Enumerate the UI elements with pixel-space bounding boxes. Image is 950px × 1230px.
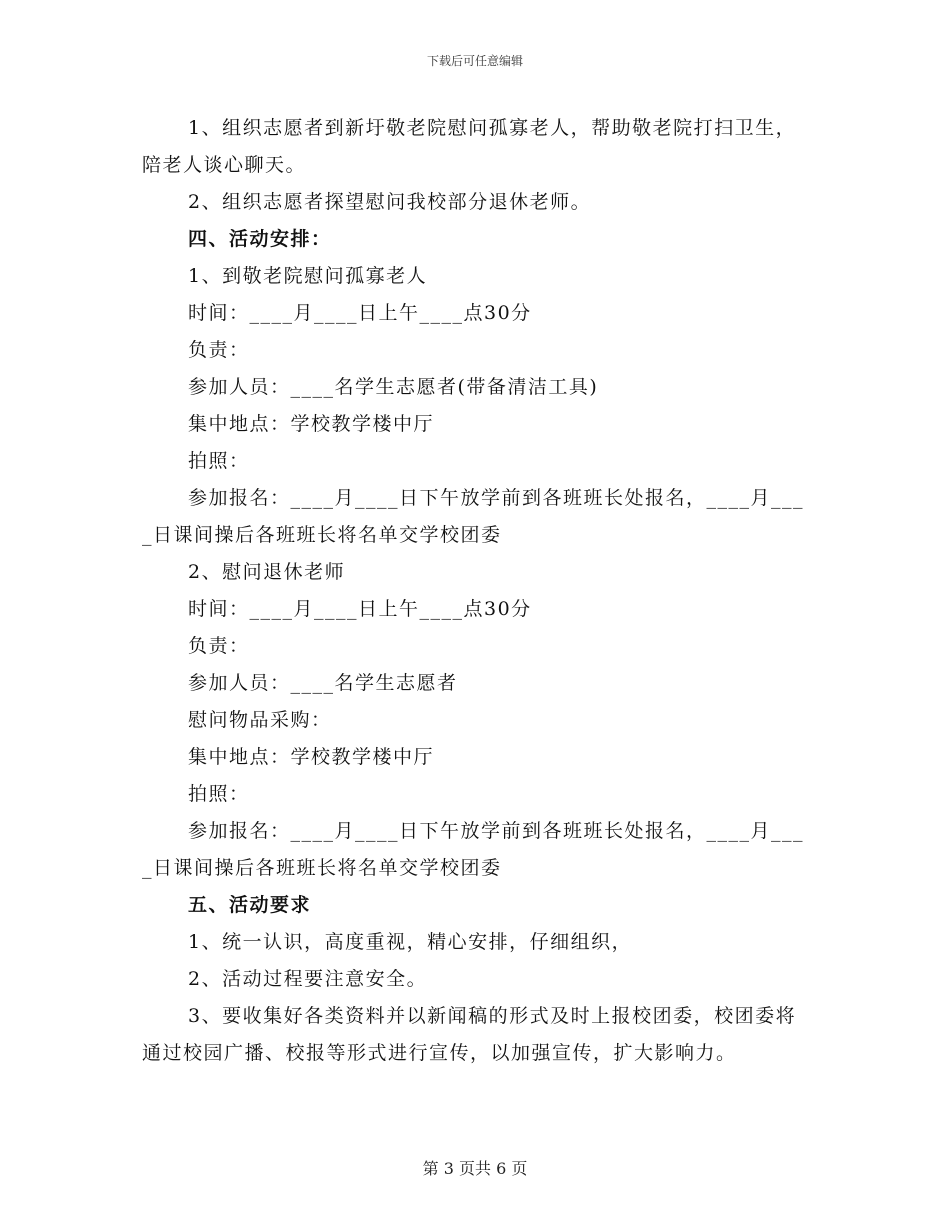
paragraph: 慰问物品采购： xyxy=(188,709,332,731)
paragraph: 集中地点：学校教学楼中厅 xyxy=(188,413,435,435)
paragraph: 1、统一认识，高度重视，精心安排，仔细组织， xyxy=(188,931,633,953)
paragraph: 拍照： xyxy=(188,450,250,472)
section-heading: 四、活动安排： xyxy=(188,228,332,250)
paragraph: 2、组织志愿者探望慰问我校部分退休老师。 xyxy=(188,191,592,213)
paragraph: 3、要收集好各类资料并以新闻稿的形式及时上报校团委，校团委将通过校园广播、校报等形式进行宣传，以加强宣传，扩大影响力。 xyxy=(142,1005,797,1064)
section-heading: 五、活动要求 xyxy=(188,894,312,916)
paragraph: 2、活动过程要注意安全。 xyxy=(188,968,428,990)
paragraph: 时间：____月____日上午____点30分 xyxy=(188,302,532,324)
subsection-heading: 2、慰问退休老师 xyxy=(188,561,346,583)
paragraph: 参加报名：____月____日下午放学前到各班班长处报名，____月____日课间操后各班班长将名单交学校团委 xyxy=(142,820,805,879)
paragraph: 负责： xyxy=(188,339,250,361)
paragraph: 时间：____月____日上午____点30分 xyxy=(188,598,532,620)
paragraph: 1、组织志愿者到新圩敬老院慰问孤寡老人，帮助敬老院打扫卫生，陪老人谈心聊天。 xyxy=(142,117,797,176)
document-body xyxy=(142,110,810,1072)
page-header: 下载后可任意编辑 xyxy=(426,54,523,68)
paragraph: 参加人员：____名学生志愿者(带备清洁工具) xyxy=(188,376,599,398)
paragraph: 负责： xyxy=(188,635,250,657)
subsection-heading: 1、到敬老院慰问孤寡老人 xyxy=(188,265,428,287)
paragraph: 集中地点：学校教学楼中厅 xyxy=(188,746,435,768)
paragraph: 参加报名：____月____日下午放学前到各班班长处报名，____月____日课间操后各班班长将名单交学校团委 xyxy=(142,487,805,546)
paragraph: 参加人员：____名学生志愿者 xyxy=(188,672,458,694)
page-footer: 第 3 页共 6 页 xyxy=(422,1159,528,1178)
paragraph: 拍照： xyxy=(188,783,250,805)
